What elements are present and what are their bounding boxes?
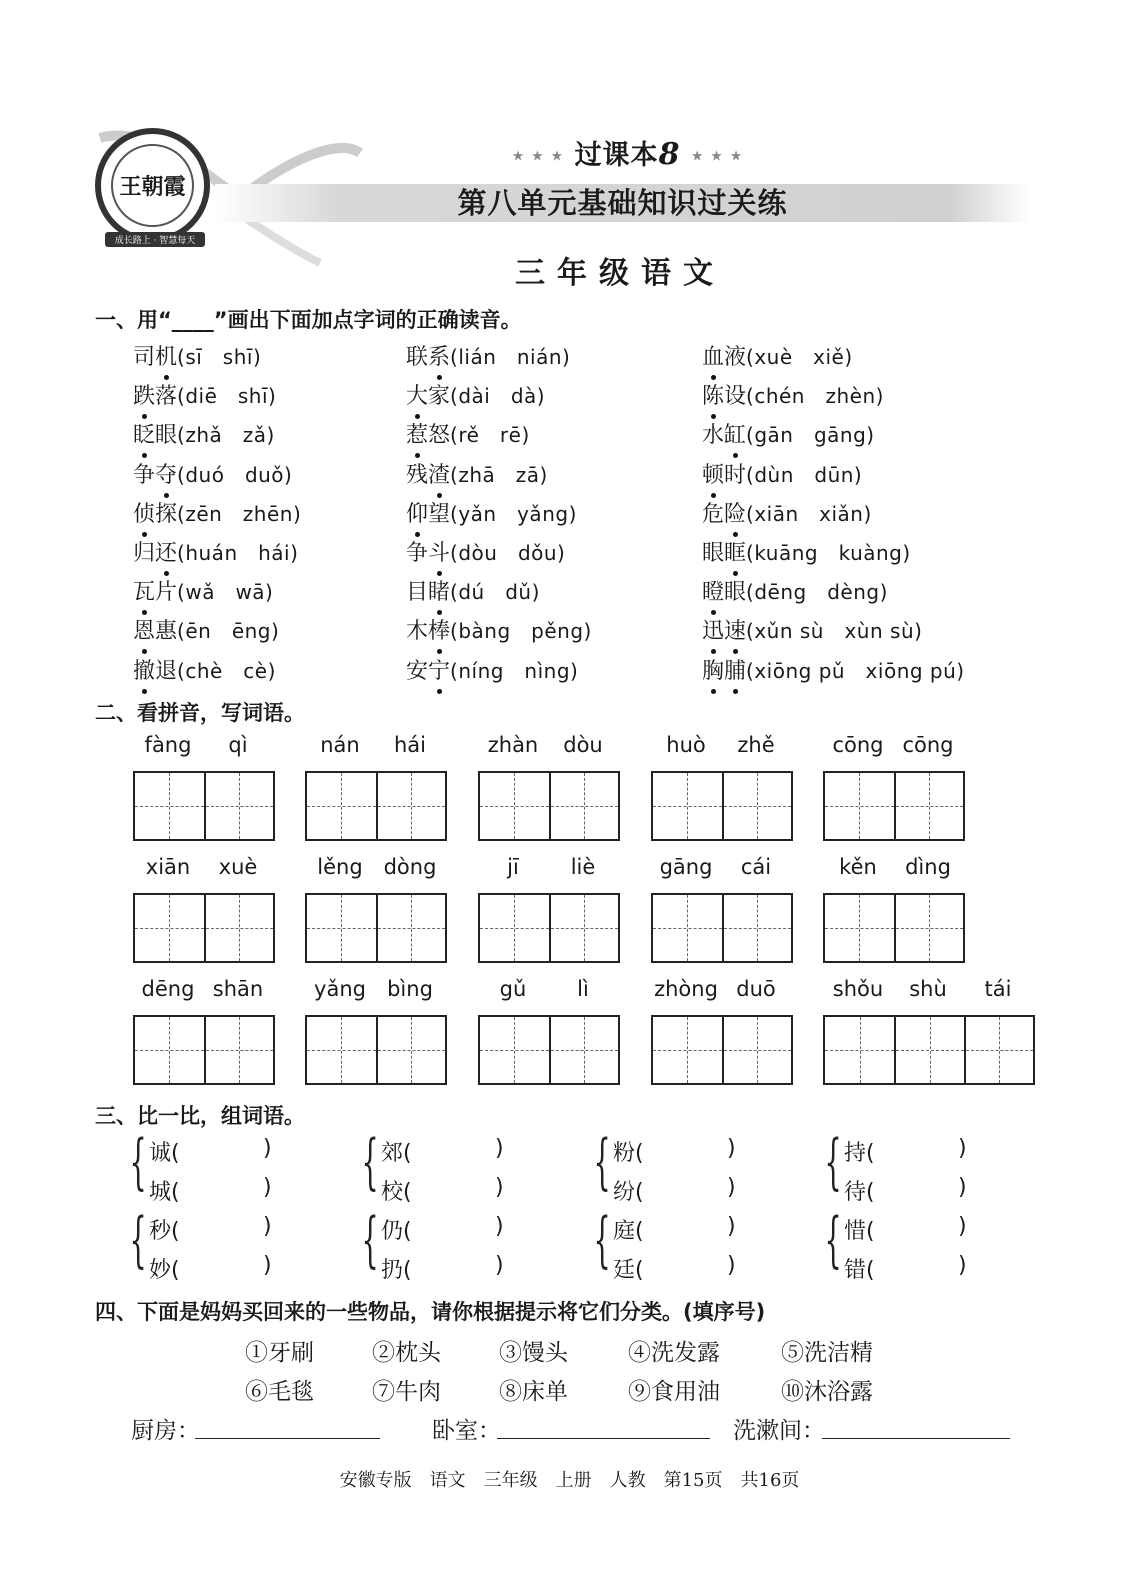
writing-grid[interactable] [133,893,275,963]
pinyin-options: (dài dà) [450,384,546,409]
pinyin-question [406,536,565,567]
pinyin-question [133,536,298,567]
pinyin-options: (duó duǒ) [177,462,293,487]
pinyin-question [133,575,273,606]
pinyin-syllable: dìng [905,855,951,879]
pinyin-syllable: zhě [737,733,775,757]
writing-cell[interactable] [307,773,376,839]
pinyin-question [406,340,570,371]
pinyin-syllable: duō [736,977,776,1001]
answer-blank[interactable]: ) [727,1214,736,1239]
pinyin-question [702,340,853,371]
writing-grid[interactable] [305,771,447,841]
brace-icon: { [593,1127,611,1197]
question-word: 残渣 [406,462,451,488]
pinyin-syllable: yǎng [314,977,366,1001]
writing-cell[interactable] [135,773,204,839]
pinyin-question [133,418,275,449]
writing-cell[interactable] [964,1017,1033,1083]
pinyin-syllable: xiān [145,855,191,879]
pinyin-question [702,497,872,528]
writing-grid[interactable] [823,893,965,963]
item-option: ⑧床单 [499,1379,568,1405]
pinyin-syllable: nán [320,733,360,757]
pinyin-syllable: shù [909,977,947,1001]
compare-char: 待( [844,1180,875,1205]
answer-blank[interactable]: ) [263,1175,272,1200]
writing-grid[interactable] [478,1015,620,1085]
pinyin-options: (rě rē) [450,423,530,448]
compare-char: 城( [149,1180,180,1205]
answer-blank[interactable]: ) [958,1175,967,1200]
pinyin-syllable: hái [393,733,426,757]
pinyin-question [133,340,261,371]
question-word: 目睹 [406,580,451,606]
brace-icon: { [129,1127,147,1197]
question-word: 瓦片 [133,580,178,606]
question-word: 迅速 [702,619,747,645]
question-word: 木棒 [406,619,451,645]
compare-char: 校( [381,1180,412,1205]
writing-grid[interactable] [478,771,620,841]
pinyin-question [702,536,911,567]
pinyin-options: (zhǎ zǎ) [177,423,275,448]
writing-cell[interactable] [376,895,445,961]
writing-cell[interactable] [480,895,549,961]
compare-char: 秒( [149,1219,180,1244]
pinyin-question [702,654,965,685]
writing-cell[interactable] [894,1017,963,1083]
pinyin-syllable: liè [570,855,596,879]
writing-grid[interactable] [823,1015,1035,1085]
compare-char: 惜( [844,1219,875,1244]
pinyin-options: (dēng dèng) [746,580,888,605]
pinyin-syllable: zhàn [487,733,539,757]
pinyin-question [702,379,884,410]
writing-cell[interactable] [825,773,894,839]
question-word: 胸脯 [702,658,747,684]
pinyin-question [133,654,276,685]
compare-char: 粉( [613,1141,644,1166]
pinyin-syllable: zhòng [654,977,718,1001]
answer-blank[interactable]: ) [727,1136,736,1161]
pinyin-options: (chén zhèn) [746,384,884,409]
section2-title: 二、看拼音，写词语。 [95,701,305,725]
writing-grid[interactable] [133,771,275,841]
pinyin-options: (xuè xiě) [746,345,853,369]
series-title: ★ ★ ★ 过课本8 ★ ★ ★ [511,137,744,172]
page-footer: 安徽专版 语文 三年级 上册 人教 第15页 共16页 [339,1470,800,1491]
writing-cell[interactable] [653,895,722,961]
pinyin-syllable: dēng [141,977,195,1001]
answer-line[interactable] [497,1438,710,1439]
pinyin-syllable: jī [507,855,519,879]
compare-char: 妙( [149,1258,180,1283]
question-word: 撤退 [133,658,178,684]
question-word: 归还 [133,541,178,566]
answer-blank[interactable]: ) [263,1136,272,1161]
item-option: ④洗发露 [628,1340,720,1366]
pinyin-question [702,575,888,606]
star-icon: ★ ★ ★ [511,148,565,165]
pinyin-question [702,418,875,449]
question-word: 跌落 [133,384,178,410]
question-word: 危险 [702,501,747,527]
compare-char: 持( [844,1141,875,1166]
item-option: ⑥毛毯 [245,1379,314,1405]
pinyin-syllable: gǔ [499,977,527,1001]
pinyin-options: (diē shī) [177,384,277,409]
writing-cell[interactable] [653,1017,722,1083]
compare-char: 诚( [149,1141,180,1166]
category-label: 洗漱间： [733,1418,825,1444]
writing-cell[interactable] [549,1017,618,1083]
question-word: 瞪眼 [702,580,747,606]
writing-cell[interactable] [480,773,549,839]
pinyin-options: (níng nìng) [450,658,579,683]
pinyin-syllable: kěn [839,855,877,879]
answer-blank[interactable]: ) [727,1175,736,1200]
answer-blank[interactable]: ) [727,1253,736,1278]
item-option: ⑩沐浴露 [781,1379,873,1405]
pinyin-options: (zhā zā) [450,462,548,487]
writing-grid[interactable] [651,893,793,963]
writing-cell[interactable] [894,895,963,961]
star-icon: ★ ★ ★ [690,148,744,165]
writing-cell[interactable] [480,1017,549,1083]
answer-blank[interactable]: ) [958,1214,967,1239]
answer-blank[interactable]: ) [495,1136,504,1161]
answer-blank[interactable]: ) [495,1214,504,1239]
writing-cell[interactable] [204,1017,273,1083]
question-word: 惹怒 [406,423,451,449]
question-word: 争斗 [406,541,451,566]
writing-cell[interactable] [549,895,618,961]
question-word: 司机 [133,345,178,370]
pinyin-options: (bàng pěng) [450,619,592,644]
pinyin-question [406,614,592,645]
pinyin-options: (wǎ wā) [177,580,274,605]
category-label: 厨房： [131,1418,200,1444]
pinyin-question [702,458,862,489]
section1-title: 一、用“____”画出下面加点字词的正确读音。 [95,308,522,332]
answer-blank[interactable]: ) [263,1214,272,1239]
writing-cell[interactable] [825,1017,894,1083]
pinyin-syllable: gāng [659,855,713,879]
question-word: 联系 [406,345,451,370]
section3-title: 三、比一比，组词语。 [95,1104,305,1128]
pinyin-syllable: cōng [902,733,954,757]
writing-grid[interactable] [651,771,793,841]
section4-title: 四、下面是妈妈买回来的一些物品，请你根据提示将它们分类。(填序号) [95,1300,766,1324]
writing-cell[interactable] [722,895,791,961]
brace-icon: { [593,1205,611,1275]
compare-char: 庭( [613,1219,644,1244]
answer-line[interactable] [822,1438,1010,1439]
pinyin-options: (dú dǔ) [450,580,540,605]
pinyin-syllable: fàng [144,733,192,757]
writing-cell[interactable] [135,895,204,961]
question-word: 顿时 [702,462,747,488]
writing-cell[interactable] [204,773,273,839]
question-word: 陈设 [702,384,747,410]
answer-line[interactable] [195,1438,380,1439]
writing-cell[interactable] [549,773,618,839]
pinyin-question [406,654,578,685]
question-word: 争夺 [133,462,178,488]
pinyin-options: (dùn dūn) [746,462,863,487]
pinyin-question [133,497,301,528]
pinyin-options: (sī shī) [177,345,262,369]
pinyin-options: (xiōng pǔ xiōng pú) [746,658,965,683]
pinyin-question [133,614,279,645]
question-word: 大家 [406,384,451,410]
writing-grid[interactable] [305,893,447,963]
answer-blank[interactable]: ) [263,1253,272,1278]
pinyin-syllable: dòng [383,855,437,879]
pinyin-question [702,614,922,645]
writing-cell[interactable] [653,773,722,839]
pinyin-syllable: lì [577,977,589,1001]
pinyin-question [133,458,292,489]
writing-grid[interactable] [651,1015,793,1085]
item-option: ②枕头 [372,1340,441,1366]
logo-name: 王朝霞 [119,174,186,200]
writing-grid[interactable] [133,1015,275,1085]
unit-title: 第八单元基础知识过关练 [457,186,788,220]
item-option: ③馒头 [499,1340,568,1366]
pinyin-options: (dòu dǒu) [450,541,566,565]
item-option: ⑦牛肉 [372,1379,441,1405]
writing-cell[interactable] [135,1017,204,1083]
question-word: 仰望 [406,501,451,527]
brace-icon: { [824,1205,842,1275]
writing-cell[interactable] [307,895,376,961]
answer-blank[interactable]: ) [495,1253,504,1278]
question-word: 恩惠 [133,619,178,645]
pinyin-options: (xiān xiǎn) [746,501,872,526]
writing-cell[interactable] [825,895,894,961]
pinyin-options: (kuāng kuàng) [746,541,911,565]
category-label: 卧室： [432,1418,501,1444]
writing-cell[interactable] [722,773,791,839]
compare-char: 错( [844,1258,875,1283]
pinyin-options: (xǔn sù xùn sù) [746,619,923,644]
brand-logo [95,128,210,243]
question-word: 侦探 [133,501,178,527]
compare-char: 扔( [381,1258,412,1283]
pinyin-syllable: lěng [317,855,363,879]
answer-blank[interactable]: ) [958,1136,967,1161]
pinyin-syllable: qì [228,733,248,757]
writing-cell[interactable] [722,1017,791,1083]
pinyin-options: (yǎn yǎng) [450,501,577,526]
pinyin-syllable: cái [740,855,772,879]
brace-icon: { [361,1127,379,1197]
brace-icon: { [129,1205,147,1275]
question-word: 血液 [702,345,747,370]
logo-slogan: 成长路上 · 智慧每天 [105,232,205,247]
pinyin-question [406,418,530,449]
pinyin-options: (gān gāng) [746,423,875,448]
writing-cell[interactable] [894,773,963,839]
pinyin-options: (zēn zhēn) [177,501,302,526]
item-option: ⑤洗洁精 [781,1340,873,1366]
pinyin-syllable: bìng [387,977,433,1001]
question-word: 眼眶 [702,541,747,566]
answer-blank[interactable]: ) [495,1175,504,1200]
writing-grid[interactable] [478,893,620,963]
pinyin-syllable: huò [666,733,706,757]
writing-cell[interactable] [376,1017,445,1083]
pinyin-syllable: shǒu [832,977,884,1001]
pinyin-options: (chè cè) [177,658,276,683]
question-word: 水缸 [702,423,747,449]
item-option: ①牙刷 [245,1340,314,1366]
pinyin-question [406,458,548,489]
pinyin-question [406,379,545,410]
pinyin-question [406,497,577,528]
question-word: 眨眼 [133,423,178,449]
answer-blank[interactable]: ) [958,1253,967,1278]
writing-grid[interactable] [823,771,965,841]
compare-char: 仍( [381,1219,412,1244]
item-option: ⑨食用油 [628,1379,720,1405]
pinyin-syllable: cōng [832,733,884,757]
pinyin-syllable: dòu [563,733,603,757]
pinyin-syllable: tái [984,977,1012,1001]
pinyin-options: (huán hái) [177,541,299,565]
question-word: 安宁 [406,658,451,684]
compare-char: 纷( [613,1180,644,1205]
compare-char: 廷( [613,1258,644,1283]
pinyin-options: (lián nián) [450,345,571,369]
writing-grid[interactable] [305,1015,447,1085]
pinyin-question [406,575,540,606]
pinyin-syllable: xuè [218,855,258,879]
writing-cell[interactable] [376,773,445,839]
brace-icon: { [361,1205,379,1275]
compare-char: 郊( [381,1141,412,1166]
writing-cell[interactable] [204,895,273,961]
pinyin-question [133,379,276,410]
grade-subject: 三年级语文 [515,256,725,291]
brace-icon: { [824,1127,842,1197]
pinyin-options: (ēn ēng) [177,619,280,644]
writing-cell[interactable] [307,1017,376,1083]
pinyin-syllable: shān [212,977,264,1001]
